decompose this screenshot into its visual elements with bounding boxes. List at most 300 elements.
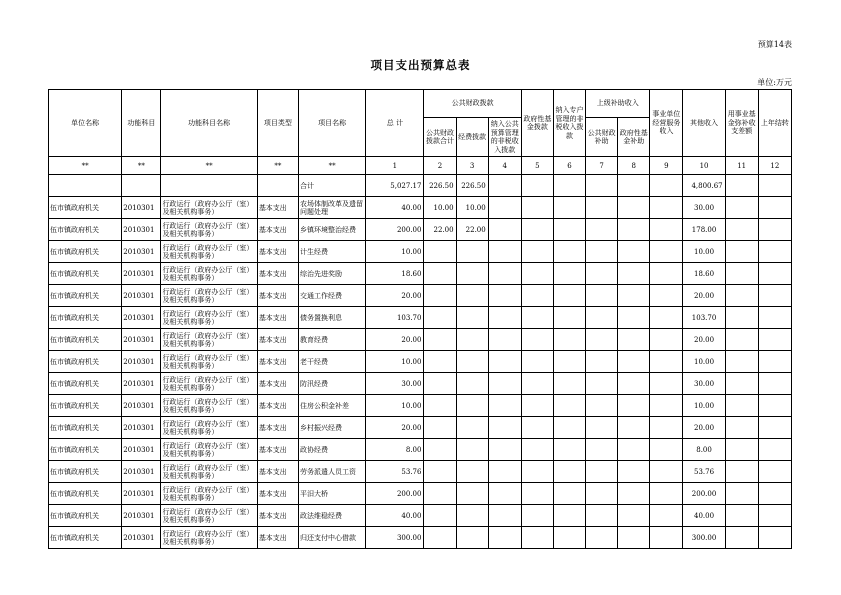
proj-type-cell: 基本支出 <box>257 505 298 527</box>
total-cell: 20.00 <box>366 285 424 307</box>
nontax-cell <box>488 439 521 461</box>
upper-fund-cell <box>618 461 650 483</box>
balance-cell <box>725 285 758 307</box>
unit-name-cell: 伍市镇政府机关 <box>49 483 122 505</box>
table-row <box>49 329 792 351</box>
special-cell <box>553 329 585 351</box>
public-total-cell <box>424 329 456 351</box>
unit-name-cell: 伍市镇政府机关 <box>49 197 122 219</box>
func-name-cell: 行政运行（政府办公厅（室）及相关机构事务） <box>161 373 257 395</box>
carry-cell <box>758 241 791 263</box>
func-code-cell: 2010301 <box>122 197 161 219</box>
column-index-cell: 9 <box>650 157 683 175</box>
biz-cell <box>650 417 683 439</box>
upper-public-cell <box>586 285 618 307</box>
upper-public-cell <box>586 417 618 439</box>
header-biz: 事业单位经营服务收入 <box>650 90 683 157</box>
other-cell: 40.00 <box>683 505 725 527</box>
upper-fund-cell <box>618 483 650 505</box>
public-total-cell <box>424 395 456 417</box>
balance-cell <box>725 461 758 483</box>
unit-name-cell: 伍市镇政府机关 <box>49 439 122 461</box>
fee-cell <box>456 505 488 527</box>
carry-cell <box>758 417 791 439</box>
upper-fund-cell <box>618 417 650 439</box>
unit-name-cell: 伍市镇政府机关 <box>49 417 122 439</box>
unit-name-cell: 伍市镇政府机关 <box>49 505 122 527</box>
special-cell <box>553 263 585 285</box>
nontax-cell <box>488 307 521 329</box>
func-name-cell: 行政运行（政府办公厅（室）及相关机构事务） <box>161 395 257 417</box>
func-code-cell: 2010301 <box>122 351 161 373</box>
public-total-cell <box>424 263 456 285</box>
func-name-cell: 行政运行（政府办公厅（室）及相关机构事务） <box>161 461 257 483</box>
unit-name-cell: 伍市镇政府机关 <box>49 329 122 351</box>
balance-cell <box>725 373 758 395</box>
func-code-cell: 2010301 <box>122 219 161 241</box>
table-row <box>49 505 792 527</box>
func-code-cell: 2010301 <box>122 417 161 439</box>
proj-type-cell: 基本支出 <box>257 285 298 307</box>
table-row <box>49 285 792 307</box>
other-cell: 20.00 <box>683 417 725 439</box>
table-row <box>49 219 792 241</box>
biz-cell <box>650 241 683 263</box>
special-cell <box>553 461 585 483</box>
table-row <box>49 373 792 395</box>
header-nontax: 纳入公共预算管理的非税收入拨款 <box>488 118 521 157</box>
other-cell: 10.00 <box>683 241 725 263</box>
public-total-cell <box>424 373 456 395</box>
header-fund: 政府性基金拨款 <box>521 90 553 157</box>
public-total-cell <box>424 417 456 439</box>
proj-name-cell: 住房公积金补差 <box>298 395 365 417</box>
func-name-cell: 行政运行（政府办公厅（室）及相关机构事务） <box>161 417 257 439</box>
public-total-cell <box>424 241 456 263</box>
carry-cell <box>758 527 791 549</box>
balance-cell <box>725 439 758 461</box>
column-index-cell: 1 <box>366 157 424 175</box>
carry-cell <box>758 285 791 307</box>
balance-cell <box>725 505 758 527</box>
biz-cell <box>650 263 683 285</box>
upper-fund-cell <box>618 439 650 461</box>
other-cell: 30.00 <box>683 197 725 219</box>
fee-cell <box>456 241 488 263</box>
carry-cell <box>758 395 791 417</box>
upper-public-cell <box>586 461 618 483</box>
upper-fund-cell <box>618 395 650 417</box>
column-index-cell: ** <box>161 157 257 175</box>
carry-cell <box>758 263 791 285</box>
func-name-cell: 行政运行（政府办公厅（室）及相关机构事务） <box>161 197 257 219</box>
header-upper-group: 上级补助收入 <box>586 90 650 118</box>
header-other: 其他收入 <box>683 90 725 157</box>
upper-fund-cell <box>618 285 650 307</box>
fund-cell <box>521 461 553 483</box>
other-cell: 20.00 <box>683 285 725 307</box>
table-row <box>49 351 792 373</box>
proj-name-cell: 归还支付中心借款 <box>298 527 365 549</box>
biz-cell <box>650 439 683 461</box>
balance-cell <box>725 527 758 549</box>
proj-type-cell: 基本支出 <box>257 263 298 285</box>
fund-cell <box>521 483 553 505</box>
proj-type-cell: 基本支出 <box>257 241 298 263</box>
func-name-cell: 行政运行（政府办公厅（室）及相关机构事务） <box>161 307 257 329</box>
upper-public-cell <box>586 395 618 417</box>
carry-cell <box>758 373 791 395</box>
total-cell: 18.60 <box>366 263 424 285</box>
column-index-cell: ** <box>122 157 161 175</box>
fund-cell <box>521 439 553 461</box>
unit-name-cell: 伍市镇政府机关 <box>49 307 122 329</box>
carry-cell <box>758 197 791 219</box>
func-code-cell: 2010301 <box>122 439 161 461</box>
header-upper-public: 公共财政补助 <box>586 118 618 157</box>
other-cell: 200.00 <box>683 483 725 505</box>
upper-fund-cell <box>618 241 650 263</box>
total-cell: 20.00 <box>366 329 424 351</box>
proj-name-cell: 老干经费 <box>298 351 365 373</box>
total-cell <box>488 175 521 197</box>
biz-cell <box>650 395 683 417</box>
proj-name-cell: 债务置换利息 <box>298 307 365 329</box>
unit-name-cell: 伍市镇政府机关 <box>49 395 122 417</box>
total-cell: 30.00 <box>366 373 424 395</box>
biz-cell <box>650 219 683 241</box>
balance-cell <box>725 417 758 439</box>
total-cell <box>521 175 553 197</box>
fund-cell <box>521 241 553 263</box>
special-cell <box>553 285 585 307</box>
total-cell: 5,027.17 <box>366 175 424 197</box>
total-cell: 10.00 <box>366 351 424 373</box>
proj-type-cell: 基本支出 <box>257 197 298 219</box>
total-cell: 20.00 <box>366 417 424 439</box>
carry-cell <box>758 351 791 373</box>
proj-name-cell: 乡镇环境整治经费 <box>298 219 365 241</box>
carry-cell <box>758 505 791 527</box>
header-total: 总 计 <box>366 90 424 157</box>
upper-public-cell <box>586 527 618 549</box>
nontax-cell <box>488 197 521 219</box>
fee-cell <box>456 351 488 373</box>
proj-name-cell: 政法维稳经费 <box>298 505 365 527</box>
table-row <box>49 263 792 285</box>
fee-cell: 22.00 <box>456 219 488 241</box>
column-index-row <box>49 157 792 175</box>
unit-name-cell: 伍市镇政府机关 <box>49 285 122 307</box>
balance-cell <box>725 263 758 285</box>
special-cell <box>553 527 585 549</box>
proj-name-cell: 综治先进奖励 <box>298 263 365 285</box>
special-cell <box>553 373 585 395</box>
carry-cell <box>758 483 791 505</box>
proj-type-cell: 基本支出 <box>257 373 298 395</box>
column-index-cell: ** <box>257 157 298 175</box>
total-row <box>49 175 792 197</box>
other-cell: 10.00 <box>683 395 725 417</box>
fee-cell <box>456 439 488 461</box>
fee-cell <box>456 307 488 329</box>
func-name-cell: 行政运行（政府办公厅（室）及相关机构事务） <box>161 219 257 241</box>
header-unit-name: 单位名称 <box>49 90 122 157</box>
header-fee: 经费拨款 <box>456 118 488 157</box>
upper-public-cell <box>586 307 618 329</box>
public-total-cell <box>424 527 456 549</box>
balance-cell <box>725 329 758 351</box>
table-row <box>49 527 792 549</box>
upper-public-cell <box>586 373 618 395</box>
total-cell: 200.00 <box>366 483 424 505</box>
nontax-cell <box>488 285 521 307</box>
upper-public-cell <box>586 219 618 241</box>
proj-type-cell: 基本支出 <box>257 307 298 329</box>
fund-cell <box>521 285 553 307</box>
nontax-cell <box>488 483 521 505</box>
proj-type-cell: 基本支出 <box>257 527 298 549</box>
upper-public-cell <box>586 505 618 527</box>
total-cell: 200.00 <box>366 219 424 241</box>
fee-cell <box>456 263 488 285</box>
func-code-cell: 2010301 <box>122 527 161 549</box>
proj-type-cell: 基本支出 <box>257 351 298 373</box>
special-cell <box>553 483 585 505</box>
special-cell <box>553 307 585 329</box>
nontax-cell <box>488 329 521 351</box>
other-cell: 178.00 <box>683 219 725 241</box>
column-index-cell: 10 <box>683 157 725 175</box>
func-code-cell: 2010301 <box>122 461 161 483</box>
proj-name-cell: 农场体制改革及遗留问题处理 <box>298 197 365 219</box>
func-name-cell: 行政运行（政府办公厅（室）及相关机构事务） <box>161 505 257 527</box>
total-cell <box>650 175 683 197</box>
total-cell: 103.70 <box>366 307 424 329</box>
table-row <box>49 483 792 505</box>
total-cell: 合计 <box>298 175 365 197</box>
header-public-group: 公共财政拨款 <box>424 90 521 118</box>
fund-cell <box>521 197 553 219</box>
func-name-cell: 行政运行（政府办公厅（室）及相关机构事务） <box>161 241 257 263</box>
proj-type-cell: 基本支出 <box>257 461 298 483</box>
biz-cell <box>650 483 683 505</box>
table-row <box>49 439 792 461</box>
func-code-cell: 2010301 <box>122 395 161 417</box>
carry-cell <box>758 439 791 461</box>
other-cell: 20.00 <box>683 329 725 351</box>
carry-cell <box>758 461 791 483</box>
unit-name-cell: 伍市镇政府机关 <box>49 373 122 395</box>
upper-public-cell <box>586 483 618 505</box>
total-cell: 10.00 <box>366 241 424 263</box>
balance-cell <box>725 351 758 373</box>
func-code-cell: 2010301 <box>122 483 161 505</box>
public-total-cell <box>424 505 456 527</box>
biz-cell <box>650 351 683 373</box>
header-func-code: 功能科目 <box>122 90 161 157</box>
budget-table <box>48 89 792 549</box>
proj-name-cell: 乡村振兴经费 <box>298 417 365 439</box>
other-cell: 53.76 <box>683 461 725 483</box>
nontax-cell <box>488 219 521 241</box>
fee-cell <box>456 373 488 395</box>
total-cell: 226.50 <box>456 175 488 197</box>
total-cell <box>553 175 585 197</box>
header-special: 纳入专户管理的非税收入拨款 <box>553 90 585 157</box>
total-cell <box>257 175 298 197</box>
column-index-cell: 2 <box>424 157 456 175</box>
upper-public-cell <box>586 241 618 263</box>
total-cell: 10.00 <box>366 395 424 417</box>
total-cell <box>161 175 257 197</box>
fee-cell <box>456 527 488 549</box>
balance-cell <box>725 241 758 263</box>
func-name-cell: 行政运行（政府办公厅（室）及相关机构事务） <box>161 527 257 549</box>
func-code-cell: 2010301 <box>122 329 161 351</box>
header-carry: 上年结转 <box>758 90 791 157</box>
func-code-cell: 2010301 <box>122 241 161 263</box>
special-cell <box>553 395 585 417</box>
fund-cell <box>521 417 553 439</box>
nontax-cell <box>488 527 521 549</box>
proj-type-cell: 基本支出 <box>257 395 298 417</box>
special-cell <box>553 439 585 461</box>
table-row <box>49 461 792 483</box>
fund-cell <box>521 505 553 527</box>
upper-fund-cell <box>618 351 650 373</box>
upper-public-cell <box>586 197 618 219</box>
public-total-cell <box>424 439 456 461</box>
public-total-cell <box>424 285 456 307</box>
unit-name-cell: 伍市镇政府机关 <box>49 527 122 549</box>
fee-cell <box>456 483 488 505</box>
func-code-cell: 2010301 <box>122 263 161 285</box>
nontax-cell <box>488 351 521 373</box>
biz-cell <box>650 373 683 395</box>
func-name-cell: 行政运行（政府办公厅（室）及相关机构事务） <box>161 351 257 373</box>
func-code-cell: 2010301 <box>122 307 161 329</box>
fund-cell <box>521 351 553 373</box>
other-cell: 30.00 <box>683 373 725 395</box>
func-name-cell: 行政运行（政府办公厅（室）及相关机构事务） <box>161 329 257 351</box>
fee-cell <box>456 417 488 439</box>
column-index-cell: 8 <box>618 157 650 175</box>
upper-fund-cell <box>618 329 650 351</box>
nontax-cell <box>488 395 521 417</box>
upper-public-cell <box>586 351 618 373</box>
upper-fund-cell <box>618 197 650 219</box>
carry-cell <box>758 329 791 351</box>
func-name-cell: 行政运行（政府办公厅（室）及相关机构事务） <box>161 285 257 307</box>
fee-cell <box>456 461 488 483</box>
public-total-cell: 22.00 <box>424 219 456 241</box>
upper-fund-cell <box>618 307 650 329</box>
proj-name-cell: 政协经费 <box>298 439 365 461</box>
carry-cell <box>758 307 791 329</box>
table-row <box>49 197 792 219</box>
proj-name-cell: 劳务派遣人员工资 <box>298 461 365 483</box>
biz-cell <box>650 505 683 527</box>
column-index-cell: 12 <box>758 157 791 175</box>
biz-cell <box>650 197 683 219</box>
fund-cell <box>521 373 553 395</box>
unit-label: 单位:万元 <box>757 78 792 87</box>
header-balance: 用事业基金弥补收支差额 <box>725 90 758 157</box>
proj-type-cell: 基本支出 <box>257 439 298 461</box>
proj-type-cell: 基本支出 <box>257 219 298 241</box>
upper-fund-cell <box>618 505 650 527</box>
func-name-cell: 行政运行（政府办公厅（室）及相关机构事务） <box>161 483 257 505</box>
special-cell <box>553 351 585 373</box>
table-row <box>49 241 792 263</box>
public-total-cell <box>424 351 456 373</box>
func-code-cell: 2010301 <box>122 373 161 395</box>
header-proj-type: 项目类型 <box>257 90 298 157</box>
balance-cell <box>725 395 758 417</box>
proj-name-cell: 交通工作经费 <box>298 285 365 307</box>
fee-cell <box>456 285 488 307</box>
fee-cell <box>456 329 488 351</box>
biz-cell <box>650 461 683 483</box>
total-cell: 226.50 <box>424 175 456 197</box>
nontax-cell <box>488 263 521 285</box>
fund-cell <box>521 329 553 351</box>
upper-public-cell <box>586 439 618 461</box>
proj-type-cell: 基本支出 <box>257 417 298 439</box>
special-cell <box>553 505 585 527</box>
column-index-cell: 4 <box>488 157 521 175</box>
balance-cell <box>725 197 758 219</box>
table-row <box>49 417 792 439</box>
upper-fund-cell <box>618 219 650 241</box>
total-cell: 40.00 <box>366 197 424 219</box>
biz-cell <box>650 527 683 549</box>
func-name-cell: 行政运行（政府办公厅（室）及相关机构事务） <box>161 439 257 461</box>
fund-cell <box>521 219 553 241</box>
upper-public-cell <box>586 329 618 351</box>
public-total-cell <box>424 461 456 483</box>
header-upper-fund: 政府性基金补助 <box>618 118 650 157</box>
table-row <box>49 307 792 329</box>
biz-cell <box>650 285 683 307</box>
unit-name-cell: 伍市镇政府机关 <box>49 263 122 285</box>
nontax-cell <box>488 505 521 527</box>
other-cell: 103.70 <box>683 307 725 329</box>
upper-fund-cell <box>618 263 650 285</box>
carry-cell <box>758 219 791 241</box>
form-code: 预算14表 <box>757 40 792 49</box>
proj-name-cell: 计生经费 <box>298 241 365 263</box>
fee-cell: 10.00 <box>456 197 488 219</box>
page-title: 项目支出预算总表 <box>370 58 471 72</box>
header-public-total: 公共财政拨款合计 <box>424 118 456 157</box>
nontax-cell <box>488 373 521 395</box>
total-cell: 300.00 <box>366 527 424 549</box>
upper-public-cell <box>586 263 618 285</box>
unit-name-cell: 伍市镇政府机关 <box>49 219 122 241</box>
unit-name-cell: 伍市镇政府机关 <box>49 351 122 373</box>
header-proj-name: 项目名称 <box>298 90 365 157</box>
column-index-cell: 11 <box>725 157 758 175</box>
other-cell: 10.00 <box>683 351 725 373</box>
column-index-cell: 7 <box>586 157 618 175</box>
special-cell <box>553 197 585 219</box>
fund-cell <box>521 263 553 285</box>
nontax-cell <box>488 241 521 263</box>
proj-name-cell: 防汛经费 <box>298 373 365 395</box>
biz-cell <box>650 329 683 351</box>
